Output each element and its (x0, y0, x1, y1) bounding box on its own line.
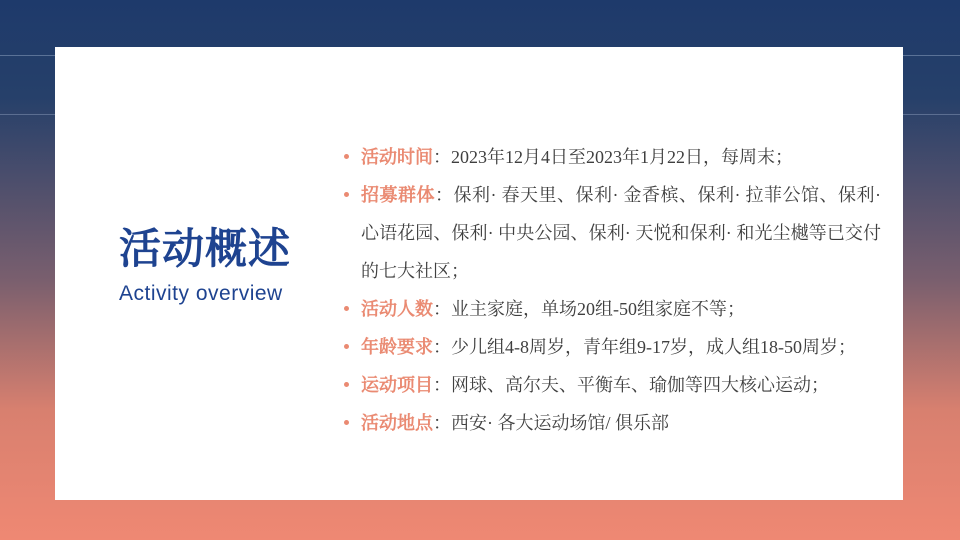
bullet-dot-icon (344, 192, 349, 197)
bullet-label: 运动项目 (361, 375, 433, 395)
bullet-colon: ： (433, 375, 451, 395)
content-card (55, 47, 903, 500)
bullet-colon: ： (433, 337, 451, 357)
bullet-label: 活动人数 (361, 299, 433, 319)
bullet-text: 网球、高尔夫、平衡车、瑜伽等四大核心运动； (451, 375, 829, 395)
slide-title: 活动概述 (119, 225, 292, 272)
bullet-dot-icon (344, 154, 349, 159)
bullet-item-location (361, 404, 881, 442)
bullet-text: 业主家庭，单场20组-50组家庭不等； (451, 299, 745, 319)
bullet-dot-icon (344, 420, 349, 425)
bullet-colon: ： (433, 299, 451, 319)
bullet-dot-icon (344, 306, 349, 311)
bullet-label: 活动地点 (361, 413, 433, 433)
bullet-label: 年龄要求 (361, 337, 433, 357)
bullet-dot-icon (344, 344, 349, 349)
bullet-text: 2023年12月4日至2023年1月22日，每周末； (451, 147, 793, 167)
bullet-label: 活动时间 (361, 147, 433, 167)
bullet-text: 西安· 各大运动场馆/ 俱乐部 (451, 413, 669, 433)
bullet-list (361, 138, 881, 442)
bullet-colon: ： (435, 185, 454, 205)
bullet-dot-icon (344, 382, 349, 387)
bullet-item-age-requirement (361, 328, 881, 366)
bullet-item-recruit-group (361, 176, 881, 290)
bullet-text: 少儿组4-8周岁，青年组9-17岁，成人组18-50周岁； (451, 337, 856, 357)
bullet-colon: ： (433, 413, 451, 433)
bullet-item-participants (361, 290, 881, 328)
bullet-text: 保利· 春天里、保利· 金香槟、保利· 拉菲公馆、保利· 心语花园、保利· 中央公园、保利· 天悦和保利· 和光尘樾等已交付的七大社区； (361, 185, 882, 281)
slide-subtitle: Activity overview (119, 282, 283, 305)
bullet-item-activity-time (361, 138, 881, 176)
bullet-item-sports (361, 366, 881, 404)
title-block (119, 223, 359, 307)
bullet-colon: ： (433, 147, 451, 167)
bullet-label: 招募群体 (361, 185, 436, 205)
